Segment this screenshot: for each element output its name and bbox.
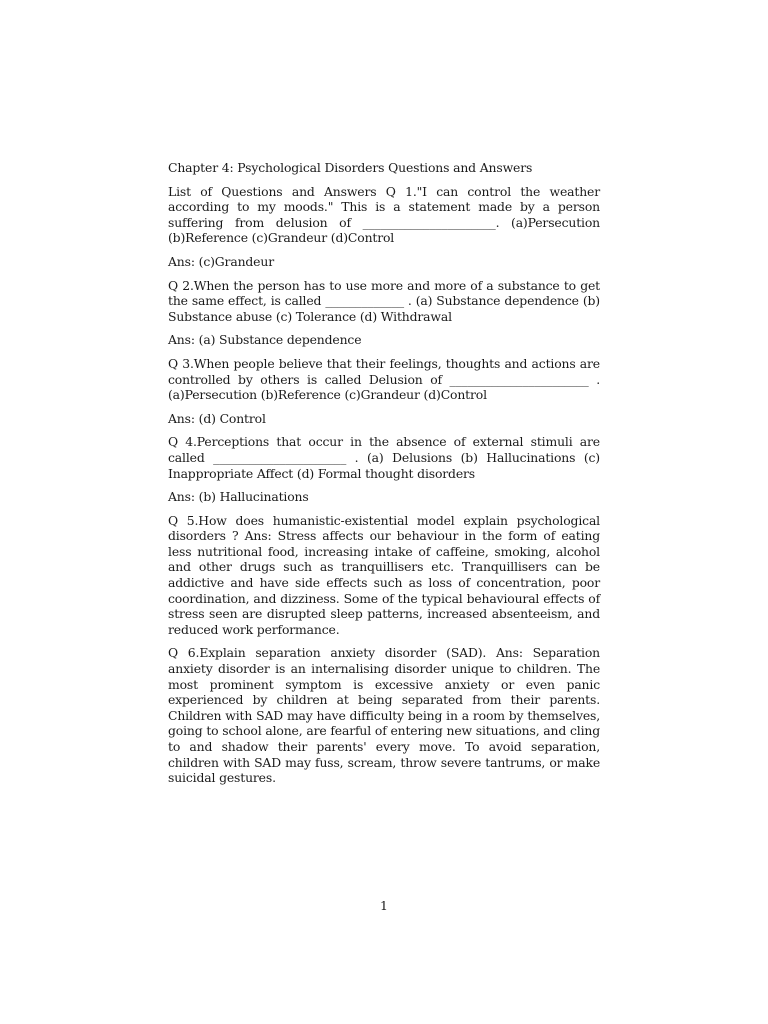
answer-2: Ans: (a) Substance dependence (168, 332, 362, 348)
answer-3: Ans: (d) Control (168, 410, 266, 426)
page-number: 1 (380, 898, 388, 913)
document-body (168, 160, 600, 794)
question-4: Q 4.Perceptions that occur in the absence of external stimuli are called ______________________ . (a) Delusions (b) Hallucinations (c) Inappropriate Affect (d) Formal thought disorders (168, 434, 600, 481)
question-6: Q 6.Explain separation anxiety disorder (SAD). Ans: Separation anxiety disorder is an internalising disorder unique to children. The most prominent symptom is excessive anxiety or even panic experienced by children at being separated from their parents. Children with SAD may have difficulty being in a room by themselves, going to school alone, are fearful of entering new situations, and cling to and shadow their parents' every move. To avoid separation, children with SAD may fuss, scream, throw severe tantrums, or make suicidal gestures. (168, 645, 600, 786)
question-5: Q 5.How does humanistic-existential model explain psychological disorders ? Ans: Stress affects our behaviour in the form of eating less nutritional food, increasing intake of caffeine, smoking, alcohol and other drugs such as tranquillisers etc. Tranquillisers can be addictive and have side effects such as loss of concentration, poor coordination, and dizziness. Some of the typical behavioural effects of stress seen are disrupted sleep patterns, increased absenteeism, and reduced work performance. (168, 512, 600, 637)
document-title: Chapter 4: Psychological Disorders Questions and Answers (168, 160, 533, 175)
answer-4: Ans: (b) Hallucinations (168, 489, 309, 505)
question-2: Q 2.When the person has to use more and more of a substance to get the same effect, is called _____________ . (a) Substance dependence (b) Substance abuse (c) Tolerance (d) Withdrawal (168, 277, 600, 324)
question-1: List of Questions and Answers Q 1."I can control the weather according to my moods." This is a statement made by a person suffering from delusion of ______________________. (a)Persecution (b)Reference (c)Grandeur (d)Control (168, 183, 600, 246)
question-3: Q 3.When people believe that their feelings, thoughts and actions are controlled by others is called Delusion of _______________________ . (a)Persecution (b)Reference (c)Grandeur (d)Control (168, 355, 600, 403)
answer-1: Ans: (c)Grandeur (168, 253, 274, 269)
